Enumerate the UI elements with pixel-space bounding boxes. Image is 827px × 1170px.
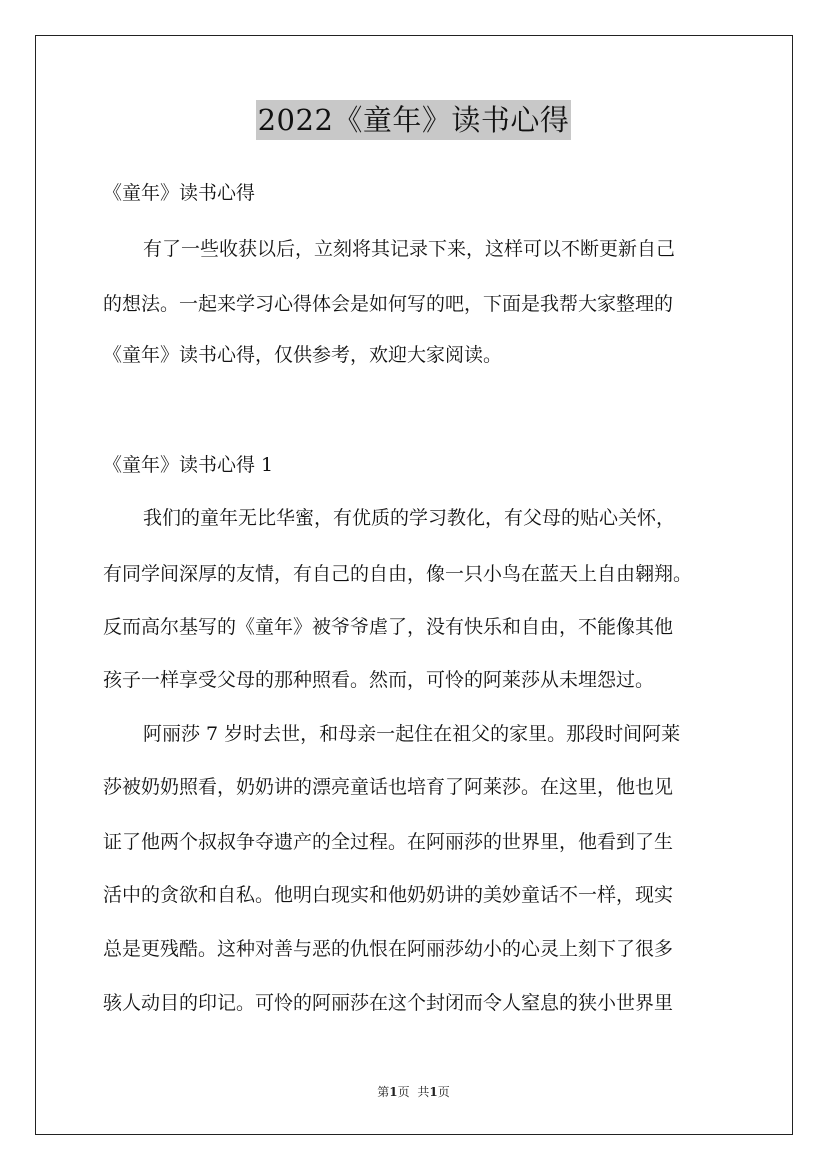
footer-total-suffix: 页 xyxy=(437,1085,450,1099)
paragraph-line: 我们的童年无比华蜜，有优质的学习教化，有父母的贴心关怀， xyxy=(143,507,676,529)
footer-page-prefix: 第 xyxy=(377,1085,390,1099)
intro-line: 有了一些收获以后，立刻将其记录下来，这样可以不断更新自己 xyxy=(143,238,676,260)
intro-line: 的想法。一起来学习心得体会是如何写的吧，下面是我帮大家整理的 xyxy=(103,293,674,315)
paragraph-line: 阿丽莎 7 岁时去世，和母亲一起住在祖父的家里。那段时间阿莱 xyxy=(143,723,681,745)
section-heading: 《童年》读书心得 1 xyxy=(103,454,274,476)
paragraph-line: 证了他两个叔叔争夺遗产的全过程。在阿丽莎的世界里，他看到了生 xyxy=(103,831,674,853)
footer-page-suffix: 页 xyxy=(397,1085,410,1099)
footer-total-prefix: 共 xyxy=(417,1085,430,1099)
paragraph-line: 骇人动目的印记。可怜的阿丽莎在这个封闭而令人窒息的狭小世界里 xyxy=(103,992,674,1014)
paragraph-line: 反而高尔基写的《童年》被爷爷虐了，没有快乐和自由，不能像其他 xyxy=(103,616,674,638)
document-title: 2022《童年》读书心得 xyxy=(256,100,572,140)
paragraph-line: 孩子一样享受父母的那种照看。然而，可怜的阿莱莎从未埋怨过。 xyxy=(103,669,655,691)
footer-page-number: 1 xyxy=(389,1085,398,1099)
paragraph-line: 活中的贪欲和自私。他明白现实和他奶奶讲的美妙童话不一样，现实 xyxy=(103,884,674,906)
title-container xyxy=(0,100,827,140)
page-footer xyxy=(0,1083,827,1100)
document-subtitle: 《童年》读书心得 xyxy=(103,182,256,204)
paragraph-line: 莎被奶奶照看，奶奶讲的漂亮童话也培育了阿莱莎。在这里，他也见 xyxy=(103,776,674,798)
footer-total-number: 1 xyxy=(429,1085,438,1099)
paragraph-line: 有同学间深厚的友情，有自己的自由，像一只小鸟在蓝天上自由翱翔。 xyxy=(103,563,693,585)
intro-line: 《童年》读书心得，仅供参考，欢迎大家阅读。 xyxy=(103,344,503,366)
paragraph-line: 总是更残酷。这种对善与恶的仇恨在阿丽莎幼小的心灵上刻下了很多 xyxy=(103,938,674,960)
